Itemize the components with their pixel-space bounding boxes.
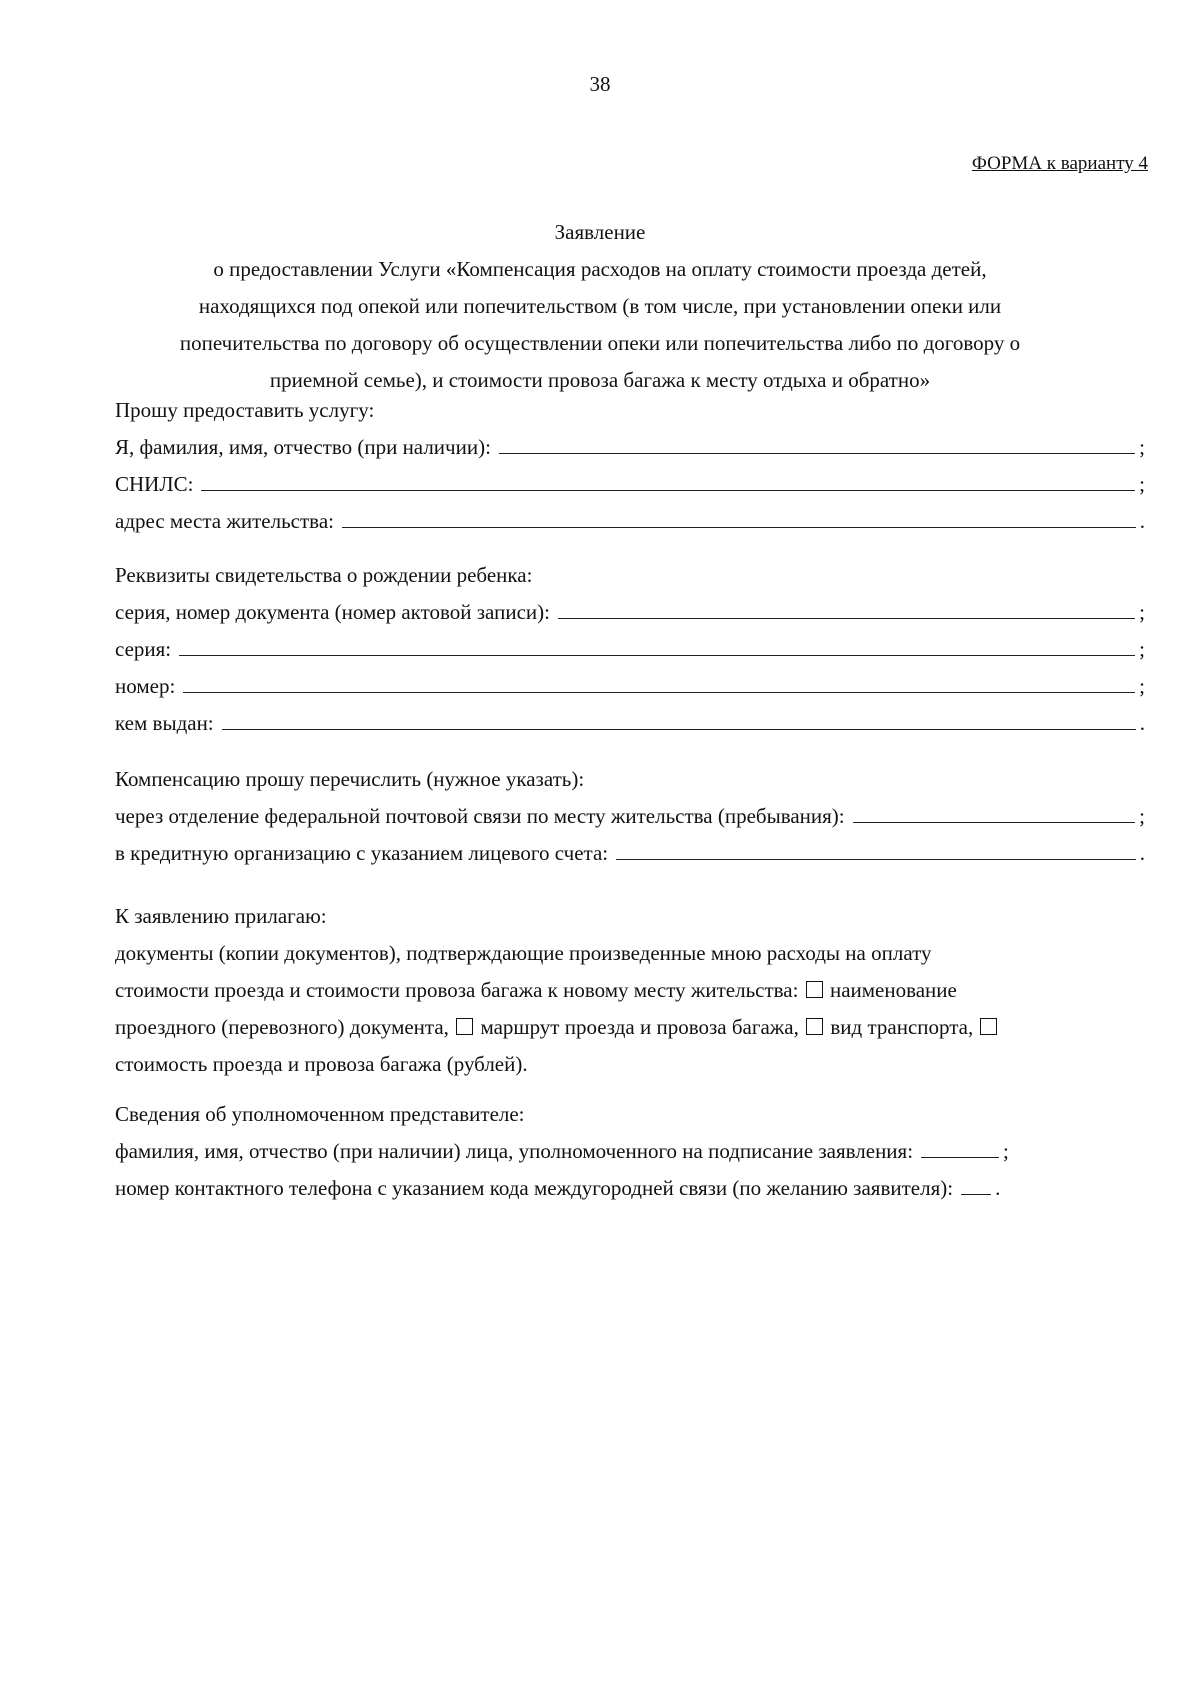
section-heading: К заявлению прилагаю:	[115, 904, 327, 928]
number-label: номер:	[115, 674, 176, 698]
applicant-fio-label: Я, фамилия, имя, отчество (при наличии):	[115, 435, 491, 459]
checkbox-document-name[interactable]	[806, 981, 823, 998]
checkbox-transport-type[interactable]	[806, 1018, 823, 1035]
series-number-label: серия, номер документа (номер актовой записи):	[115, 600, 550, 624]
snils-label: СНИЛС:	[115, 472, 194, 496]
checkbox-route[interactable]	[456, 1018, 473, 1035]
applicant-section	[115, 398, 1145, 546]
series-number-field[interactable]	[558, 600, 1135, 619]
compensation-section	[115, 767, 1145, 878]
document-title	[120, 214, 1080, 399]
series-row: серия: ;	[115, 637, 1145, 661]
section-heading: Реквизиты свидетельства о рождении ребенка:	[115, 563, 533, 587]
address-row: адрес места жительства: .	[115, 509, 1145, 533]
issued-by-row: кем выдан: .	[115, 711, 1145, 735]
snils-row: СНИЛС: ;	[115, 472, 1145, 496]
title-line: находящихся под опекой или попечительством (в том числе, при установлении опеки или	[198, 294, 1002, 318]
post-office-label: через отделение федеральной почтовой связи по месту жительства (пребывания):	[115, 804, 845, 828]
issued-by-label: кем выдан:	[115, 711, 214, 735]
bank-account-row: в кредитную организацию с указанием лицевого счета: .	[115, 841, 1145, 865]
title-line: приемной семье), и стоимости провоза багажа к месту отдыха и обратно»	[269, 368, 931, 392]
representative-fio-label: фамилия, имя, отчество (при наличии) лица, уполномоченного на подписание заявления:	[115, 1139, 914, 1163]
series-label: серия:	[115, 637, 172, 661]
number-row: номер: ;	[115, 674, 1145, 698]
representative-fio-field[interactable]	[921, 1139, 999, 1158]
title-line: о предоставлении Услуги «Компенсация расходов на оплату стоимости проезда детей,	[213, 257, 987, 281]
page-number: 38	[589, 72, 611, 96]
bank-account-field[interactable]	[616, 841, 1136, 860]
post-office-field[interactable]	[853, 804, 1136, 823]
number-field[interactable]	[183, 674, 1135, 693]
post-office-row: через отделение федеральной почтовой связи по месту жительства (пребывания): ;	[115, 804, 1145, 828]
series-number-row: серия, номер документа (номер актовой записи): ;	[115, 600, 1145, 624]
title-heading: Заявление	[554, 220, 646, 244]
representative-fio-row: фамилия, имя, отчество (при наличии) лица, уполномоченного на подписание заявления: ;	[115, 1139, 1009, 1163]
birth-certificate-section	[115, 563, 1145, 748]
form-reference: ФОРМА к варианту 4	[971, 153, 1148, 174]
phone-row: номер контактного телефона с указанием кода междугородней связи (по желанию заявителя): .	[115, 1176, 1001, 1200]
attachments-text: документы (копии документов), подтверждающие произведенные мною расходы на оплату стоимости проезда и стоимости провоза багажа к новому месту жительства: наименование проездного (перевозного) документа, маршрут проезда и провоза багажа, вид транспорта, стоимость проезда и провоза багажа (рублей).	[115, 935, 1145, 1083]
attachments-section	[115, 898, 1145, 1083]
address-label: адрес места жительства:	[115, 509, 334, 533]
applicant-fio-field[interactable]	[499, 435, 1135, 454]
phone-label: номер контактного телефона с указанием кода междугородней связи (по желанию заявителя):	[115, 1176, 954, 1200]
address-field[interactable]	[342, 509, 1136, 528]
representative-section	[115, 1102, 1145, 1213]
applicant-fio-row: Я, фамилия, имя, отчество (при наличии): ;	[115, 435, 1145, 459]
phone-field[interactable]	[961, 1176, 991, 1195]
section-heading: Прошу предоставить услугу:	[115, 398, 375, 422]
title-line: попечительства по договору об осуществлении опеки или попечительства либо по договору о	[179, 331, 1021, 355]
checkbox-cost[interactable]	[980, 1018, 997, 1035]
snils-field[interactable]	[201, 472, 1135, 491]
series-field[interactable]	[179, 637, 1135, 656]
issued-by-field[interactable]	[222, 711, 1136, 730]
bank-account-label: в кредитную организацию с указанием лицевого счета:	[115, 841, 609, 865]
section-heading: Сведения об уполномоченном представителе:	[115, 1102, 525, 1126]
section-heading: Компенсацию прошу перечислить (нужное указать):	[115, 767, 585, 791]
